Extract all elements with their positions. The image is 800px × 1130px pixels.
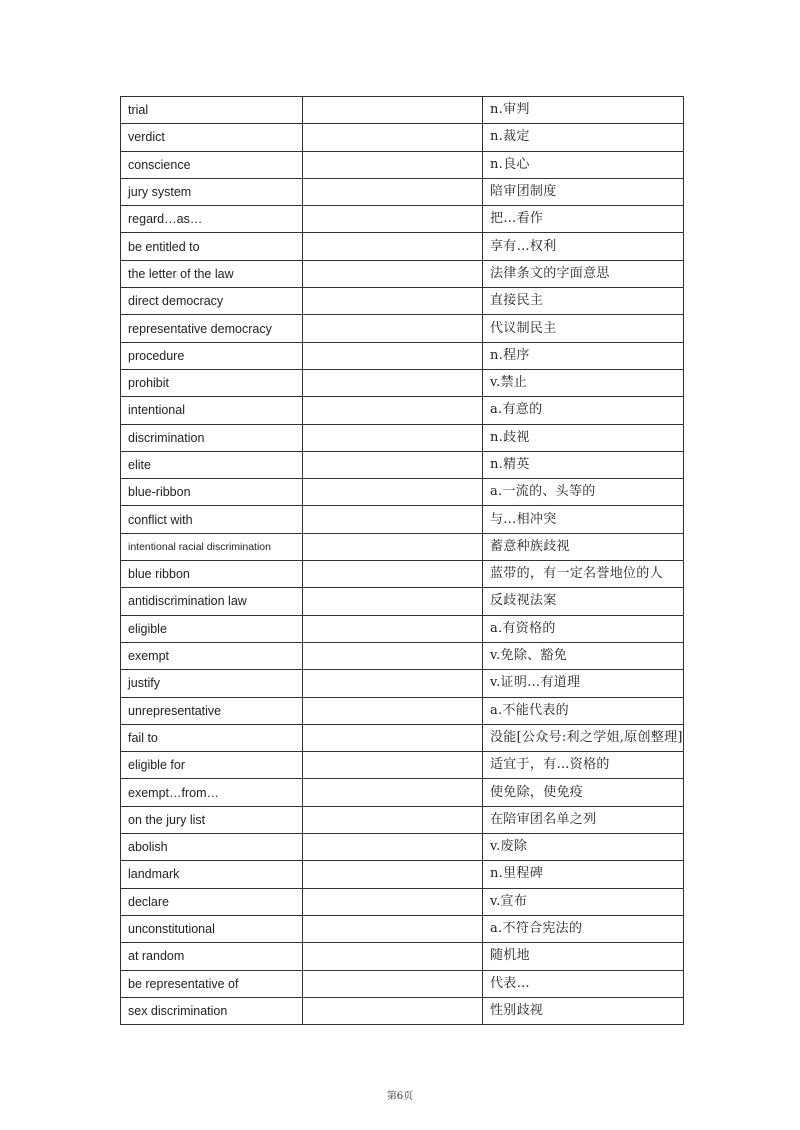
chinese-meaning-cell: a.不能代表的	[483, 697, 684, 724]
table-row	[121, 397, 684, 424]
table-row	[121, 806, 684, 833]
chinese-meaning-cell: n.良心	[483, 151, 684, 178]
table-row	[121, 561, 684, 588]
blank-answer-cell	[303, 561, 483, 588]
blank-answer-cell	[303, 642, 483, 669]
page-number: 第6页	[386, 1091, 414, 1102]
table-row	[121, 642, 684, 669]
blank-answer-cell	[303, 97, 483, 124]
english-term-cell: intentional racial discrimination	[121, 533, 303, 560]
blank-answer-cell	[303, 206, 483, 233]
chinese-meaning-cell: 与…相冲突	[483, 506, 684, 533]
english-term-cell: unrepresentative	[121, 697, 303, 724]
table-row	[121, 943, 684, 970]
chinese-meaning-cell: 法律条文的字面意思	[483, 260, 684, 287]
chinese-meaning-cell: 适宜于，有…资格的	[483, 752, 684, 779]
blank-answer-cell	[303, 260, 483, 287]
english-term-cell: be representative of	[121, 970, 303, 997]
chinese-meaning-cell: n.裁定	[483, 124, 684, 151]
chinese-meaning-cell: v.证明…有道理	[483, 670, 684, 697]
chinese-meaning-cell: 把…看作	[483, 206, 684, 233]
chinese-meaning-cell: a.有资格的	[483, 615, 684, 642]
english-term-cell: abolish	[121, 834, 303, 861]
chinese-meaning-cell: v.宣布	[483, 888, 684, 915]
english-term-cell: justify	[121, 670, 303, 697]
chinese-meaning-cell: n.审判	[483, 97, 684, 124]
english-term-cell: declare	[121, 888, 303, 915]
chinese-meaning-cell: a.不符合宪法的	[483, 915, 684, 942]
blank-answer-cell	[303, 915, 483, 942]
blank-answer-cell	[303, 724, 483, 751]
table-row	[121, 288, 684, 315]
chinese-meaning-cell: v.禁止	[483, 369, 684, 396]
chinese-meaning-cell: 性别歧视	[483, 997, 684, 1024]
table-row	[121, 151, 684, 178]
table-row	[121, 233, 684, 260]
english-term-cell: fail to	[121, 724, 303, 751]
english-term-cell: prohibit	[121, 369, 303, 396]
table-row	[121, 124, 684, 151]
chinese-meaning-cell: n.里程碑	[483, 861, 684, 888]
table-row	[121, 779, 684, 806]
table-row	[121, 315, 684, 342]
blank-answer-cell	[303, 615, 483, 642]
english-term-cell: sex discrimination	[121, 997, 303, 1024]
english-term-cell: intentional	[121, 397, 303, 424]
english-term-cell: procedure	[121, 342, 303, 369]
chinese-meaning-cell: 使免除，使免疫	[483, 779, 684, 806]
table-row	[121, 861, 684, 888]
english-term-cell: elite	[121, 451, 303, 478]
chinese-meaning-cell: n.精英	[483, 451, 684, 478]
english-term-cell: jury system	[121, 178, 303, 205]
table-row	[121, 752, 684, 779]
english-term-cell: eligible for	[121, 752, 303, 779]
english-term-cell: eligible	[121, 615, 303, 642]
chinese-meaning-cell: 在陪审团名单之列	[483, 806, 684, 833]
blank-answer-cell	[303, 861, 483, 888]
english-term-cell: verdict	[121, 124, 303, 151]
table-row	[121, 724, 684, 751]
blank-answer-cell	[303, 151, 483, 178]
english-term-cell: exempt…from…	[121, 779, 303, 806]
blank-answer-cell	[303, 834, 483, 861]
chinese-meaning-cell: a.一流的、头等的	[483, 479, 684, 506]
english-term-cell: landmark	[121, 861, 303, 888]
blank-answer-cell	[303, 451, 483, 478]
blank-answer-cell	[303, 888, 483, 915]
english-term-cell: unconstitutional	[121, 915, 303, 942]
table-row	[121, 970, 684, 997]
chinese-meaning-cell: 陪审团制度	[483, 178, 684, 205]
blank-answer-cell	[303, 124, 483, 151]
blank-answer-cell	[303, 397, 483, 424]
table-row	[121, 506, 684, 533]
chinese-meaning-cell: n.程序	[483, 342, 684, 369]
chinese-meaning-cell: 蓝带的，有一定名誉地位的人	[483, 561, 684, 588]
table-row	[121, 424, 684, 451]
chinese-meaning-cell: 没能[公众号:利之学姐,原创整理]	[483, 724, 684, 751]
chinese-meaning-cell: 直接民主	[483, 288, 684, 315]
english-term-cell: trial	[121, 97, 303, 124]
blank-answer-cell	[303, 997, 483, 1024]
table-row	[121, 834, 684, 861]
table-row	[121, 915, 684, 942]
blank-answer-cell	[303, 588, 483, 615]
english-term-cell: antidiscrimination law	[121, 588, 303, 615]
blank-answer-cell	[303, 479, 483, 506]
table-row	[121, 697, 684, 724]
blank-answer-cell	[303, 369, 483, 396]
vocabulary-table	[120, 96, 684, 1025]
english-term-cell: discrimination	[121, 424, 303, 451]
table-row	[121, 533, 684, 560]
blank-answer-cell	[303, 342, 483, 369]
table-row	[121, 342, 684, 369]
table-row	[121, 588, 684, 615]
chinese-meaning-cell: v.免除、豁免	[483, 642, 684, 669]
blank-answer-cell	[303, 533, 483, 560]
blank-answer-cell	[303, 424, 483, 451]
blank-answer-cell	[303, 288, 483, 315]
blank-answer-cell	[303, 670, 483, 697]
chinese-meaning-cell: n.歧视	[483, 424, 684, 451]
english-term-cell: direct democracy	[121, 288, 303, 315]
english-term-cell: conscience	[121, 151, 303, 178]
table-row	[121, 369, 684, 396]
english-term-cell: the letter of the law	[121, 260, 303, 287]
table-row	[121, 997, 684, 1024]
chinese-meaning-cell: v.废除	[483, 834, 684, 861]
vocabulary-table-body	[121, 97, 684, 1025]
chinese-meaning-cell: 随机地	[483, 943, 684, 970]
english-term-cell: on the jury list	[121, 806, 303, 833]
table-row	[121, 479, 684, 506]
chinese-meaning-cell: 享有…权利	[483, 233, 684, 260]
english-term-cell: exempt	[121, 642, 303, 669]
blank-answer-cell	[303, 752, 483, 779]
english-term-cell: regard…as…	[121, 206, 303, 233]
chinese-meaning-cell: 蓄意种族歧视	[483, 533, 684, 560]
blank-answer-cell	[303, 697, 483, 724]
chinese-meaning-cell: 代表…	[483, 970, 684, 997]
table-row	[121, 206, 684, 233]
blank-answer-cell	[303, 315, 483, 342]
english-term-cell: be entitled to	[121, 233, 303, 260]
blank-answer-cell	[303, 970, 483, 997]
blank-answer-cell	[303, 943, 483, 970]
blank-answer-cell	[303, 233, 483, 260]
table-row	[121, 260, 684, 287]
blank-answer-cell	[303, 779, 483, 806]
chinese-meaning-cell: a.有意的	[483, 397, 684, 424]
table-row	[121, 178, 684, 205]
english-term-cell: at random	[121, 943, 303, 970]
english-term-cell: representative democracy	[121, 315, 303, 342]
blank-answer-cell	[303, 178, 483, 205]
table-row	[121, 888, 684, 915]
english-term-cell: blue ribbon	[121, 561, 303, 588]
english-term-cell: blue-ribbon	[121, 479, 303, 506]
english-term-cell: conflict with	[121, 506, 303, 533]
table-row	[121, 615, 684, 642]
blank-answer-cell	[303, 506, 483, 533]
chinese-meaning-cell: 反歧视法案	[483, 588, 684, 615]
table-row	[121, 97, 684, 124]
table-row	[121, 670, 684, 697]
chinese-meaning-cell: 代议制民主	[483, 315, 684, 342]
blank-answer-cell	[303, 806, 483, 833]
table-row	[121, 451, 684, 478]
